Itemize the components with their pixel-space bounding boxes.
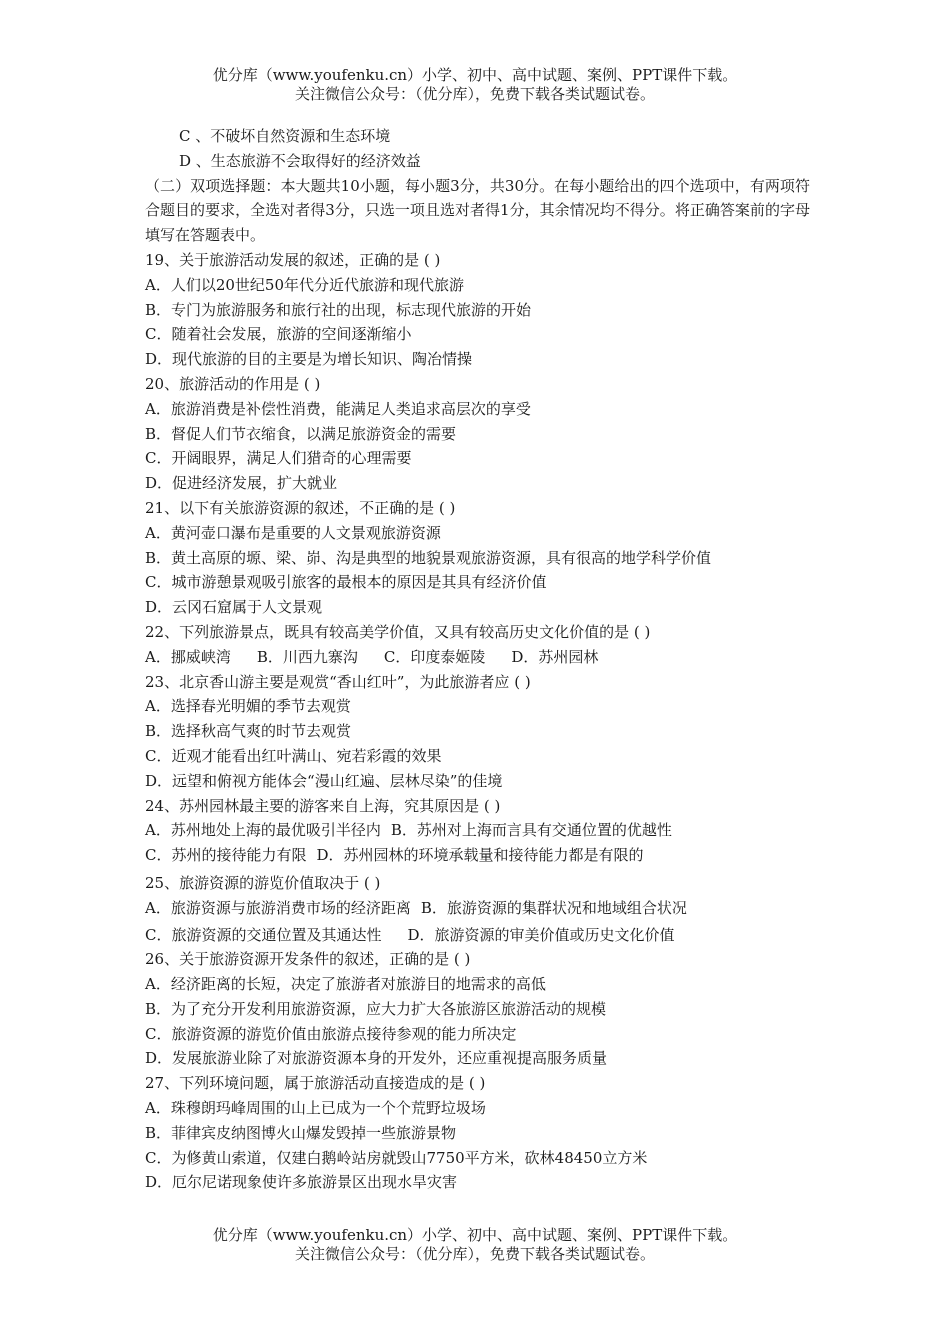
option-c: C．随着社会发展，旅游的空间逐渐缩小: [145, 325, 412, 344]
option-a: A．旅游资源与旅游消费市场的经济距离: [145, 898, 411, 917]
option-c: C．近观才能看出红叶满山、宛若彩霞的效果: [145, 746, 442, 765]
prev-option-c: C 、不破坏自然资源和生态环境: [179, 127, 391, 145]
header-line-2: 关注微信公众号：（优分库），免费下载各类试题试卷。: [294, 85, 655, 103]
question-24: [145, 794, 810, 868]
option-b: B．旅游资源的集群状况和地域组合状况: [420, 898, 687, 917]
option-d: D．现代旅游的目的主要是为增长知识、陶冶情操: [145, 350, 473, 369]
page-header: [0, 66, 950, 104]
option-c: C．苏州的接待能力有限: [145, 846, 307, 865]
option-a: A．苏州地处上海的最优吸引半径内: [145, 821, 381, 840]
option-b: B．督促人们节衣缩食，以满足旅游资金的需要: [145, 424, 457, 443]
option-b: B．选择秋高气爽的时节去观赏: [145, 722, 352, 741]
question-stem: 26、关于旅游资源开发条件的叙述，正确的是 ( ): [145, 950, 471, 969]
option-d: D．发展旅游业除了对旅游资源本身的开发外，还应重视提高服务质量: [145, 1049, 608, 1068]
option-a: A．挪威峡湾: [145, 647, 231, 666]
question-stem: 19、关于旅游活动发展的叙述，正确的是 ( ): [145, 250, 441, 269]
option-c: C．城市游憩景观吸引旅客的最根本的原因是其具有经济价值: [145, 573, 547, 592]
document-body: [145, 124, 810, 1195]
option-row-ab: [145, 818, 810, 843]
question-23: [145, 670, 810, 794]
question-stem: 25、旅游资源的游览价值取决于 ( ): [145, 873, 381, 892]
page-footer: [0, 1226, 950, 1264]
section-intro: （二）双项选择题：本大题共10小题，每小题3分，共30分。在每小题给出的四个选项中，有两项符合题目的要求，全选对者得3分，只选一项且选对者得1分，其余情况均不得分。将正确答案前的字母填写在答题表中。: [145, 176, 810, 245]
option-b: B．专门为旅游服务和旅行社的出现，标志现代旅游的开始: [145, 300, 532, 319]
question-stem: 23、北京香山游主要是观赏“香山红叶”，为此旅游者应 ( ): [145, 672, 531, 691]
option-a: A．珠穆朗玛峰周围的山上已成为一个个荒野垃圾场: [145, 1099, 486, 1118]
option-c: C．旅游资源的游览价值由旅游点接待参观的能力所决定: [145, 1024, 517, 1043]
option-c: C．为修黄山索道，仅建白鹅岭站房就毁山7750平方米，砍林48450立方米: [145, 1148, 648, 1167]
question-stem: 20、旅游活动的作用是 ( ): [145, 374, 321, 393]
question-27: [145, 1071, 810, 1195]
option-d: D．云冈石窟属于人文景观: [145, 598, 323, 617]
header-line-1: 优分库（www.youfenku.cn）小学、初中、高中试题、案例、PPT课件下载。: [212, 66, 738, 84]
option-a: A．黄河壶口瀑布是重要的人文景观旅游资源: [145, 523, 441, 542]
prev-option-d: D 、生态旅游不会取得好的经济效益: [179, 151, 421, 170]
question-stem: 27、下列环境问题，属于旅游活动直接造成的是 ( ): [145, 1074, 486, 1093]
option-row-cd: [145, 923, 810, 948]
footer-line-2: 关注微信公众号：（优分库），免费下载各类试题试卷。: [294, 1245, 655, 1263]
option-row-cd: [145, 843, 810, 868]
question-25: [145, 871, 810, 947]
option-c: C．开阔眼界，满足人们猎奇的心理需要: [145, 449, 412, 468]
option-b: B．菲律宾皮纳图博火山爆发毁掉一些旅游景物: [145, 1123, 457, 1142]
option-d: D．促进经济发展，扩大就业: [145, 474, 338, 493]
question-stem: 24、苏州园林最主要的游客来自上海，究其原因是 ( ): [145, 796, 501, 815]
option-d: D．厄尔尼诺现象使许多旅游景区出现水旱灾害: [145, 1173, 458, 1192]
question-20: [145, 372, 810, 496]
option-d: D．苏州园林: [511, 647, 599, 666]
question-19: [145, 248, 810, 372]
option-b: B．黄土高原的塬、梁、峁、沟是典型的地貌景观旅游资源，具有很高的地学科学价值: [145, 548, 712, 567]
question-stem: 21、以下有关旅游资源的叙述，不正确的是 ( ): [145, 498, 456, 517]
option-a: A．旅游消费是补偿性消费，能满足人类追求高层次的享受: [145, 399, 531, 418]
question-22: [145, 620, 810, 670]
option-a: A．选择春光明媚的季节去观赏: [145, 697, 351, 716]
option-c: C．印度泰姬陵: [383, 647, 486, 666]
option-d: D．苏州园林的环境承载量和接待能力都是有限的: [316, 846, 644, 865]
option-a: A．人们以20世纪50年代分近代旅游和现代旅游: [145, 275, 465, 294]
option-c: C．旅游资源的交通位置及其通达性: [145, 925, 382, 944]
option-b: B．苏州对上海而言具有交通位置的优越性: [390, 821, 672, 840]
option-a: A．经济距离的长短，决定了旅游者对旅游目的地需求的高低: [145, 975, 546, 994]
option-row: [145, 645, 810, 670]
question-stem: 22、下列旅游景点，既具有较高美学价值，又具有较高历史文化价值的是 ( ): [145, 622, 651, 641]
question-26: [145, 947, 810, 1071]
question-21: [145, 496, 810, 620]
option-d: D．旅游资源的审美价值或历史文化价值: [407, 925, 675, 944]
option-row-ab: [145, 896, 810, 921]
option-d: D．远望和俯视方能体会“漫山红遍、层林尽染”的佳境: [145, 771, 503, 790]
option-b: B．为了充分开发利用旅游资源，应大力扩大各旅游区旅游活动的规模: [145, 999, 607, 1018]
footer-line-1: 优分库（www.youfenku.cn）小学、初中、高中试题、案例、PPT课件下载。: [212, 1226, 738, 1244]
option-b: B．川西九寨沟: [256, 647, 358, 666]
